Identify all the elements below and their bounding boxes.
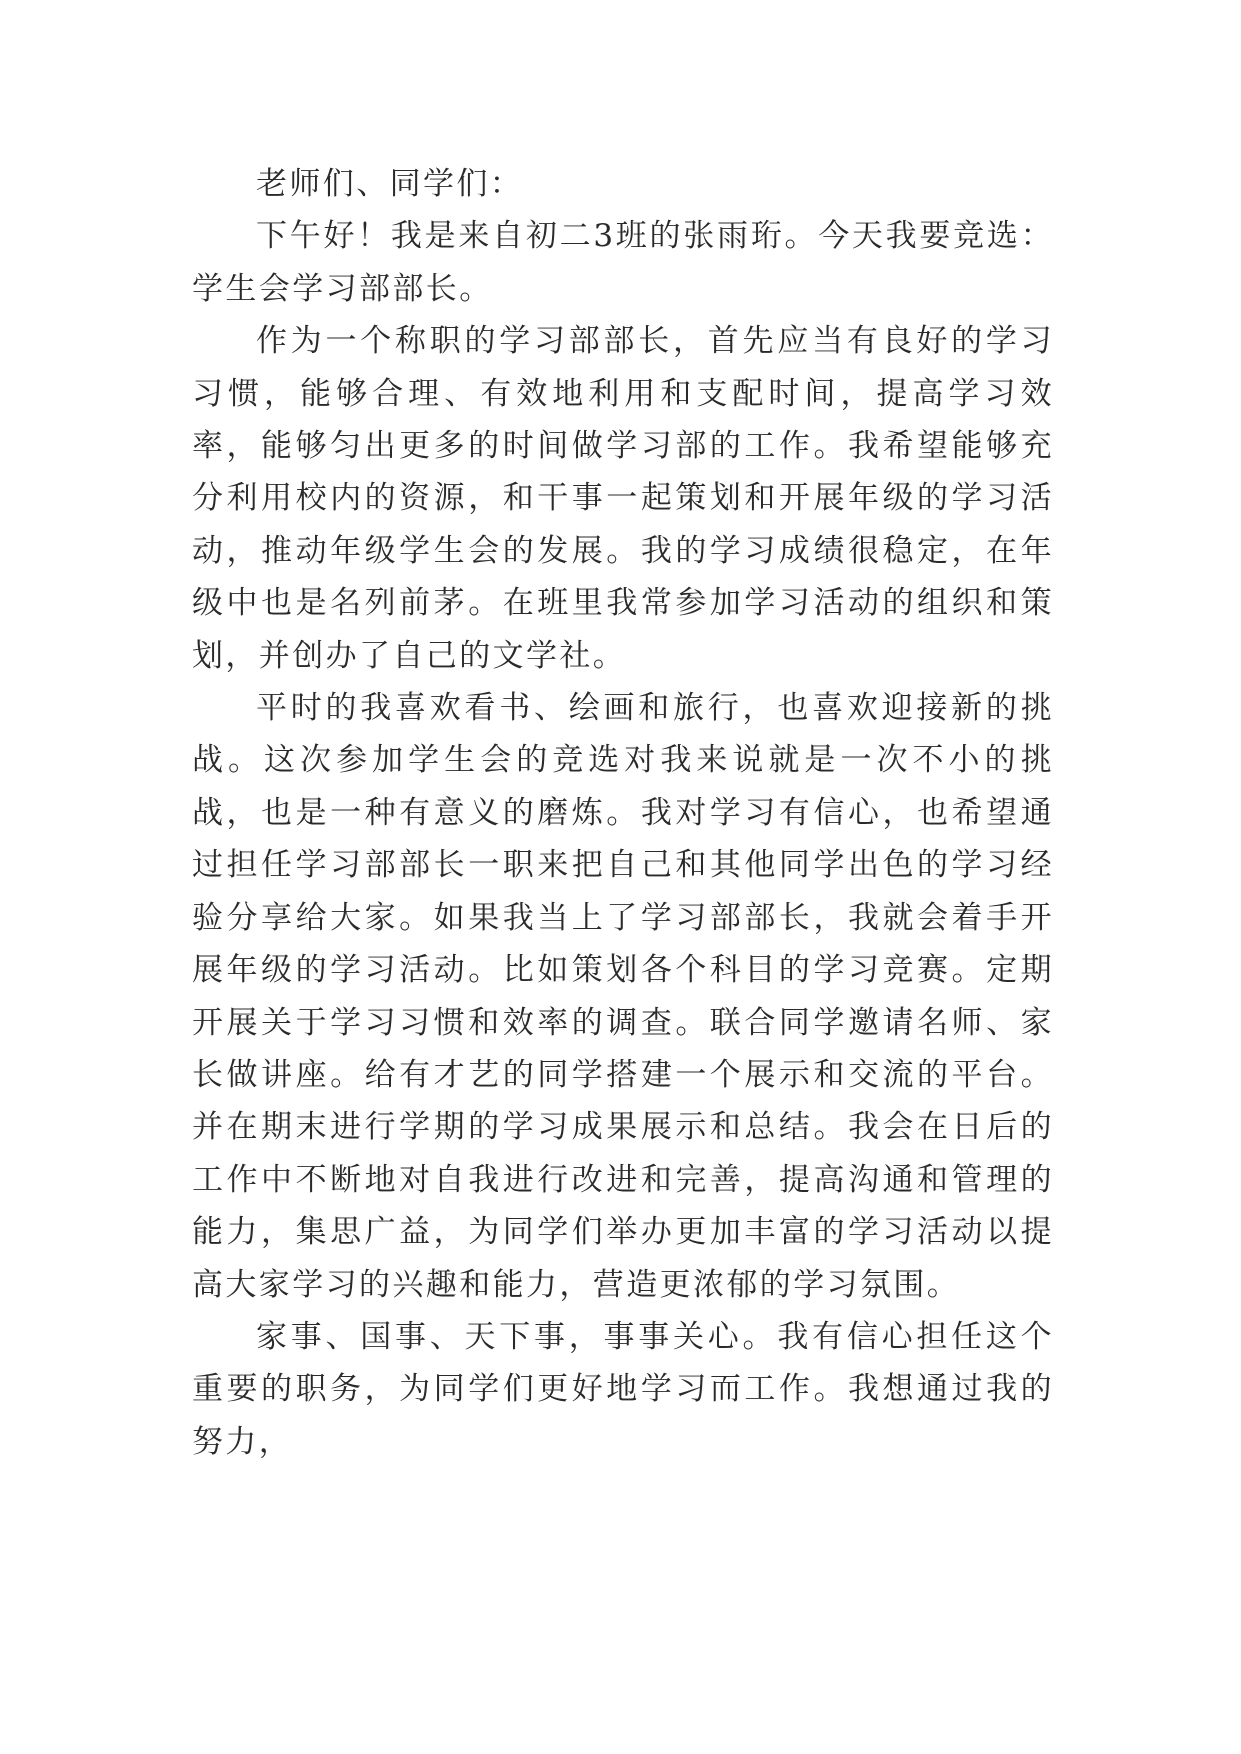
document-body	[192, 158, 1054, 1468]
paragraph-intro: 下午好！我是来自初二3班的张雨珩。今天我要竞选：学生会学习部部长。	[192, 218, 1054, 307]
paragraph-plans: 平时的我喜欢看书、绘画和旅行，也喜欢迎接新的挑战。这次参加学生会的竞选对我来说就是一次不小的挑战，也是一种有意义的磨炼。我对学习有信心，也希望通过担任学习部部长一职来把自己和其他同学出色的学习经验分享给大家。如果我当上了学习部部长，我就会着手开展年级的学习活动。比如策划各个科目的学习竞赛。定期开展关于学习习惯和效率的调查。联合同学邀请名师、家长做讲座。给有才艺的同学搭建一个展示和交流的平台。并在期末进行学期的学习成果展示和总结。我会在日后的工作中不断地对自我进行改进和完善，提高沟通和管理的能力，集思广益，为同学们举办更加丰富的学习活动以提高大家学习的兴趣和能力，营造更浓郁的学习氛围。	[192, 690, 1054, 1303]
greeting-line: 老师们、同学们：	[256, 166, 524, 202]
paragraph-closing: 家事、国事、天下事，事事关心。我有信心担任这个重要的职务，为同学们更好地学习而工作。我想通过我的努力，	[192, 1318, 1054, 1460]
paragraph-qualifications: 作为一个称职的学习部部长，首先应当有良好的学习习惯，能够合理、有效地利用和支配时间，提高学习效率，能够匀出更多的时间做学习部的工作。我希望能够充分利用校内的资源，和干事一起策划和开展年级的学习活动，推动年级学生会的发展。我的学习成绩很稳定，在年级中也是名列前茅。在班里我常参加学习活动的组织和策划，并创办了自己的文学社。	[192, 323, 1054, 674]
